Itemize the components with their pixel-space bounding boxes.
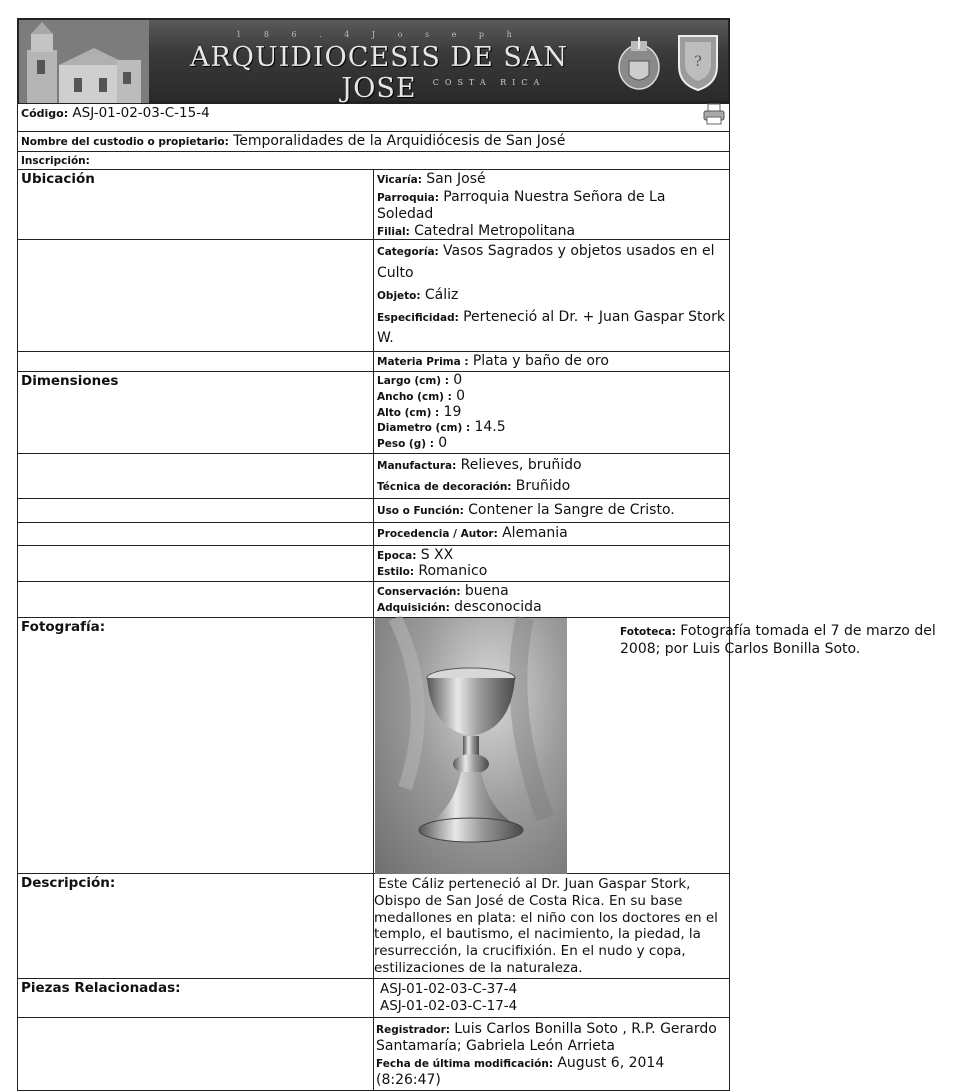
header-banner bbox=[17, 18, 730, 103]
epoca-label: Epoca: bbox=[377, 549, 417, 562]
diametro-label: Diametro (cm) : bbox=[377, 422, 471, 435]
parroquia-label: Parroquia: bbox=[377, 191, 439, 204]
fototeca-text bbox=[620, 622, 980, 658]
banner-top-text: 1 8 6 . 4 J o s e p h bbox=[236, 30, 522, 39]
fotografia-row bbox=[18, 617, 730, 873]
estilo-label: Estilo: bbox=[377, 566, 415, 579]
ubicacion-label: Ubicación bbox=[18, 170, 374, 240]
tecnica-label: Técnica de decoración: bbox=[377, 480, 512, 493]
manufactura-row bbox=[18, 453, 730, 498]
parroquia-value: Parroquia Nuestra Señora de La Soledad bbox=[377, 188, 666, 223]
banner-title: ARQUIDIOCESIS DE SAN JOSE bbox=[189, 42, 568, 104]
fecha-value: August 6, 2014 (8:26:47) bbox=[376, 1055, 665, 1089]
largo-label: Largo (cm) : bbox=[377, 375, 449, 388]
uso-value: Contener la Sangre de Cristo. bbox=[468, 501, 675, 518]
codigo-row bbox=[18, 104, 730, 132]
dimensiones-label: Dimensiones bbox=[18, 372, 374, 453]
objeto-label: Objeto: bbox=[377, 289, 421, 302]
piezas-label: Piezas Relacionadas: bbox=[18, 979, 374, 1018]
descripcion-row bbox=[18, 873, 730, 978]
inscripcion-label: Inscripción: bbox=[21, 155, 90, 168]
registrador-value: Luis Carlos Bonilla Soto , R.P. Gerardo Santamaría; Gabriela León Arrieta bbox=[376, 1020, 717, 1054]
custodio-value: Temporalidades de la Arquidiócesis de San José bbox=[233, 132, 566, 149]
conservacion-label: Conservación: bbox=[377, 585, 461, 598]
fototeca-value: Fotografía tomada el 7 de marzo del 2008; por Luis Carlos Bonilla Soto. bbox=[620, 622, 936, 657]
adquisicion-value: desconocida bbox=[454, 599, 542, 616]
objeto-value: Cáliz bbox=[424, 286, 459, 303]
diocese-shield-icon bbox=[675, 32, 721, 92]
diametro-value: 14.5 bbox=[474, 419, 506, 436]
uso-row bbox=[18, 498, 730, 523]
codigo-value: ASJ-01-02-03-C-15-4 bbox=[72, 105, 210, 121]
epoca-value: S XX bbox=[420, 546, 454, 563]
materia-label: Materia Prima : bbox=[377, 355, 469, 368]
record-table bbox=[17, 103, 936, 1091]
procedencia-row bbox=[18, 523, 730, 546]
categoria-value: Vasos Sagrados y objetos usados en el Culto bbox=[377, 243, 715, 282]
fotografia-label: Fotografía: bbox=[18, 617, 374, 873]
descripcion-value: Este Cáliz perteneció al Dr. Juan Gaspar Stork, Obispo de San José de Costa Rica. En su base medallones en plata: el niño con los doctores en el templo, el bautismo, el nacimiento, la piedad, la resurrección, la crucifixión. En el nudo y copa, estilizaciones de la naturaleza. bbox=[374, 875, 718, 977]
estilo-value: Romanico bbox=[418, 563, 488, 580]
ancho-label: Ancho (cm) : bbox=[377, 391, 452, 404]
procedencia-value: Alemania bbox=[502, 525, 568, 542]
especificidad-value: Perteneció al Dr. + Juan Gaspar Stork W. bbox=[377, 308, 725, 347]
registrador-label: Registrador: bbox=[376, 1023, 450, 1036]
inscripcion-row bbox=[18, 152, 730, 170]
filial-label: Filial: bbox=[377, 225, 410, 238]
codigo-label: Código: bbox=[21, 107, 69, 120]
custodio-label: Nombre del custodio o propietario: bbox=[21, 135, 229, 148]
adquisicion-label: Adquisición: bbox=[377, 602, 450, 615]
chalice-photo bbox=[375, 618, 567, 874]
tecnica-value: Bruñido bbox=[515, 477, 571, 494]
dimensiones-row bbox=[18, 372, 730, 453]
uso-label: Uso o Función: bbox=[377, 504, 464, 517]
pieza-item[interactable]: ASJ-01-02-03-C-17-4 bbox=[380, 997, 518, 1014]
materia-row bbox=[18, 351, 730, 372]
banner-subtitle: COSTA RICA bbox=[432, 78, 546, 87]
alto-label: Alto (cm) : bbox=[377, 406, 440, 419]
largo-value: 0 bbox=[453, 372, 463, 389]
clasificacion-row bbox=[18, 240, 730, 351]
epoca-row bbox=[18, 545, 730, 581]
procedencia-label: Procedencia / Autor: bbox=[377, 528, 498, 541]
vicaria-value: San José bbox=[426, 171, 486, 188]
ubicacion-row bbox=[18, 170, 730, 240]
fototeca-label: Fototeca: bbox=[620, 625, 676, 638]
conservacion-row bbox=[18, 581, 730, 617]
peso-value: 0 bbox=[438, 435, 448, 452]
manufactura-value: Relieves, bruñido bbox=[460, 456, 582, 473]
vicaria-label: Vicaría: bbox=[377, 174, 422, 187]
categoria-label: Categoría: bbox=[377, 246, 439, 259]
piezas-row bbox=[18, 979, 730, 1018]
custodio-row bbox=[18, 131, 730, 152]
ancho-value: 0 bbox=[456, 388, 466, 405]
registro-row bbox=[18, 1017, 730, 1090]
record-sheet bbox=[17, 18, 936, 1091]
pieza-item[interactable]: ASJ-01-02-03-C-37-4 bbox=[380, 981, 518, 998]
especificidad-label: Especificidad: bbox=[377, 311, 459, 324]
fecha-label: Fecha de última modificación: bbox=[376, 1058, 554, 1071]
descripcion-label: Descripción: bbox=[18, 873, 374, 978]
materia-value: Plata y baño de oro bbox=[472, 352, 609, 369]
cathedral-image bbox=[19, 20, 149, 103]
manufactura-label: Manufactura: bbox=[377, 459, 457, 472]
svg-text:?: ? bbox=[694, 54, 702, 70]
conservacion-value: buena bbox=[464, 582, 509, 599]
coat-of-arms-icon bbox=[611, 35, 667, 95]
printer-icon[interactable] bbox=[702, 103, 726, 130]
peso-label: Peso (g) : bbox=[377, 438, 434, 451]
alto-value: 19 bbox=[443, 403, 462, 420]
filial-value: Catedral Metropolitana bbox=[414, 222, 576, 239]
